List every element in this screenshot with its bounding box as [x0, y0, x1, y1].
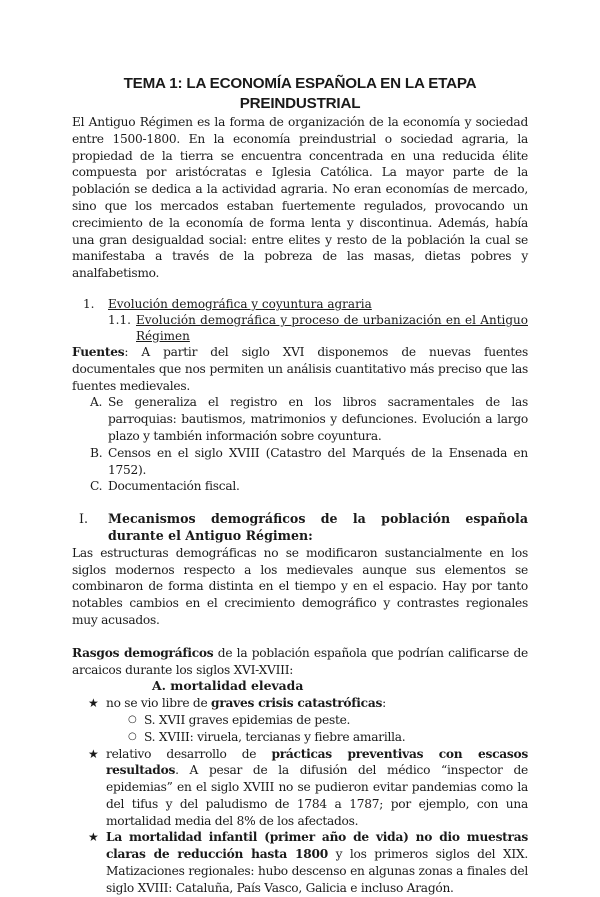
bullet-text: y los primeros siglos del XIX. Matizaciones regionales: hubo descenso en algunas zonas a finales del siglo XVIII: Cataluña, País Vasco, Galicia e incluso Aragón. [106, 847, 528, 895]
star-bullet-icon: ★ [88, 830, 99, 845]
circle-bullet-icon: ○ [128, 730, 137, 742]
list-item-text: Se generaliza el registro en los libros sacramentales de las parroquias: bautismos, matrimonios y defunciones. Evolución a largo plazo y también información sobre coyuntura. [108, 395, 528, 443]
fuentes-label: Fuentes [72, 344, 125, 359]
section-I-title: Mecanismos demográficos de la población española durante el Antiguo Régimen: [108, 511, 528, 543]
list-item [72, 729, 528, 746]
rasgos-bold: Rasgos demográficos [72, 645, 214, 660]
list-item-text: Censos en el siglo XVIII (Catastro del Marqués de la Ensenada en 1752). [108, 445, 528, 477]
bullet-text: : [382, 696, 386, 711]
list-item [90, 445, 528, 479]
star-bullet-icon: ★ [88, 696, 99, 711]
intro-paragraph: El Antiguo Régimen es la forma de organización de la economía y sociedad entre 1500-1800. En la economía preindustrial o sociedad agraria, la propiedad de la tierra se encuentra concentrada en una reducida élite compuesta por aristócratas e Iglesia Católica. La mayor parte de la población se dedica a la actividad agraria. No eran economías de mercado, sino que los mercados estaban fuertemente regulados, provocando un crecimiento de la economía de forma lenta y discontinua. Además, había una gran desigualdad social: entre elites y resto de la población la cual se manifestaba a través de la pobreza de las masas, dietas pobres y analfabetismo. [72, 115, 528, 281]
section-1-title: Evolución demográfica y coyuntura agraria [108, 296, 372, 311]
fuentes-paragraph [72, 344, 528, 394]
subheading-mortalidad: A. mortalidad elevada [152, 678, 304, 694]
circle-bullet-icon: ○ [128, 713, 137, 725]
section-1-1-heading [72, 312, 528, 344]
sub-bullet-text: S. XVIII: viruela, tercianas y fiebre amarilla. [144, 729, 406, 744]
section-1-number: 1. [83, 296, 95, 311]
list-item-text: Documentación fiscal. [108, 479, 240, 494]
list-item [72, 712, 528, 729]
bullet-text: no se vio libre de [106, 696, 212, 711]
list-item-label: B. [90, 445, 103, 460]
bullet-text: . A pesar de la difusión del médico “inspector de epidemias” en el siglo XVIII no se pudieron evitar pandemias como la del tifus y del paludismo de 1784 a 1787; por ejemplo, con una mortalidad media del 8% de los afectados. [106, 763, 528, 828]
bullet-bold: graves crisis catastróficas [211, 696, 383, 711]
list-item [72, 829, 528, 896]
star-bullet-icon: ★ [88, 746, 99, 761]
list-item [90, 478, 528, 495]
fuentes-text: : A partir del siglo XVI disponemos de nuevas fuentes documentales que nos permiten un análisis cuantitativo más preciso que las fuentes medievales. [72, 344, 528, 393]
bullet-bold: prácticas preventivas con escasos resultados [106, 746, 528, 778]
rasgos-paragraph [72, 645, 528, 679]
section-1-1-title: Evolución demográfica y proceso de urbanización en el Antiguo Régimen [136, 312, 528, 343]
section-1-1-number: 1.1. [108, 312, 131, 327]
list-item-label: A. [90, 395, 103, 410]
section-I-number: I. [79, 511, 88, 527]
bullet-bold: La mortalidad infantil (primer año de vida) no dio muestras claras de reducción hasta 1800 [106, 830, 528, 862]
estructuras-paragraph: Las estructuras demográficas no se modificaron sustancialmente en los siglos modernos respecto a los medievales aunque sus elementos se combinaron de forma distinta en el tiempo y en el espacio. Hay por tanto notables cambios en el crecimiento demográfico y contrastes regionales muy acusados. [72, 545, 528, 627]
list-item-label: C. [90, 479, 103, 494]
sub-bullet-text: S. XVII graves epidemias de peste. [144, 712, 351, 727]
list-item [72, 746, 528, 830]
list-item [72, 695, 528, 712]
fuentes-list [72, 394, 528, 495]
page-title: TEMA 1: LA ECONOMÍA ESPAÑOLA EN LA ETAPA PREINDUSTRIAL [123, 75, 477, 112]
rasgos-text: de la población española que podrían calificarse de arcaicos durante los siglos XVI-XVIII: [72, 645, 528, 677]
section-1-heading [72, 296, 528, 312]
section-I-heading [72, 511, 528, 545]
list-item [90, 394, 528, 444]
bullet-text: relativo desarrollo de [106, 746, 272, 761]
